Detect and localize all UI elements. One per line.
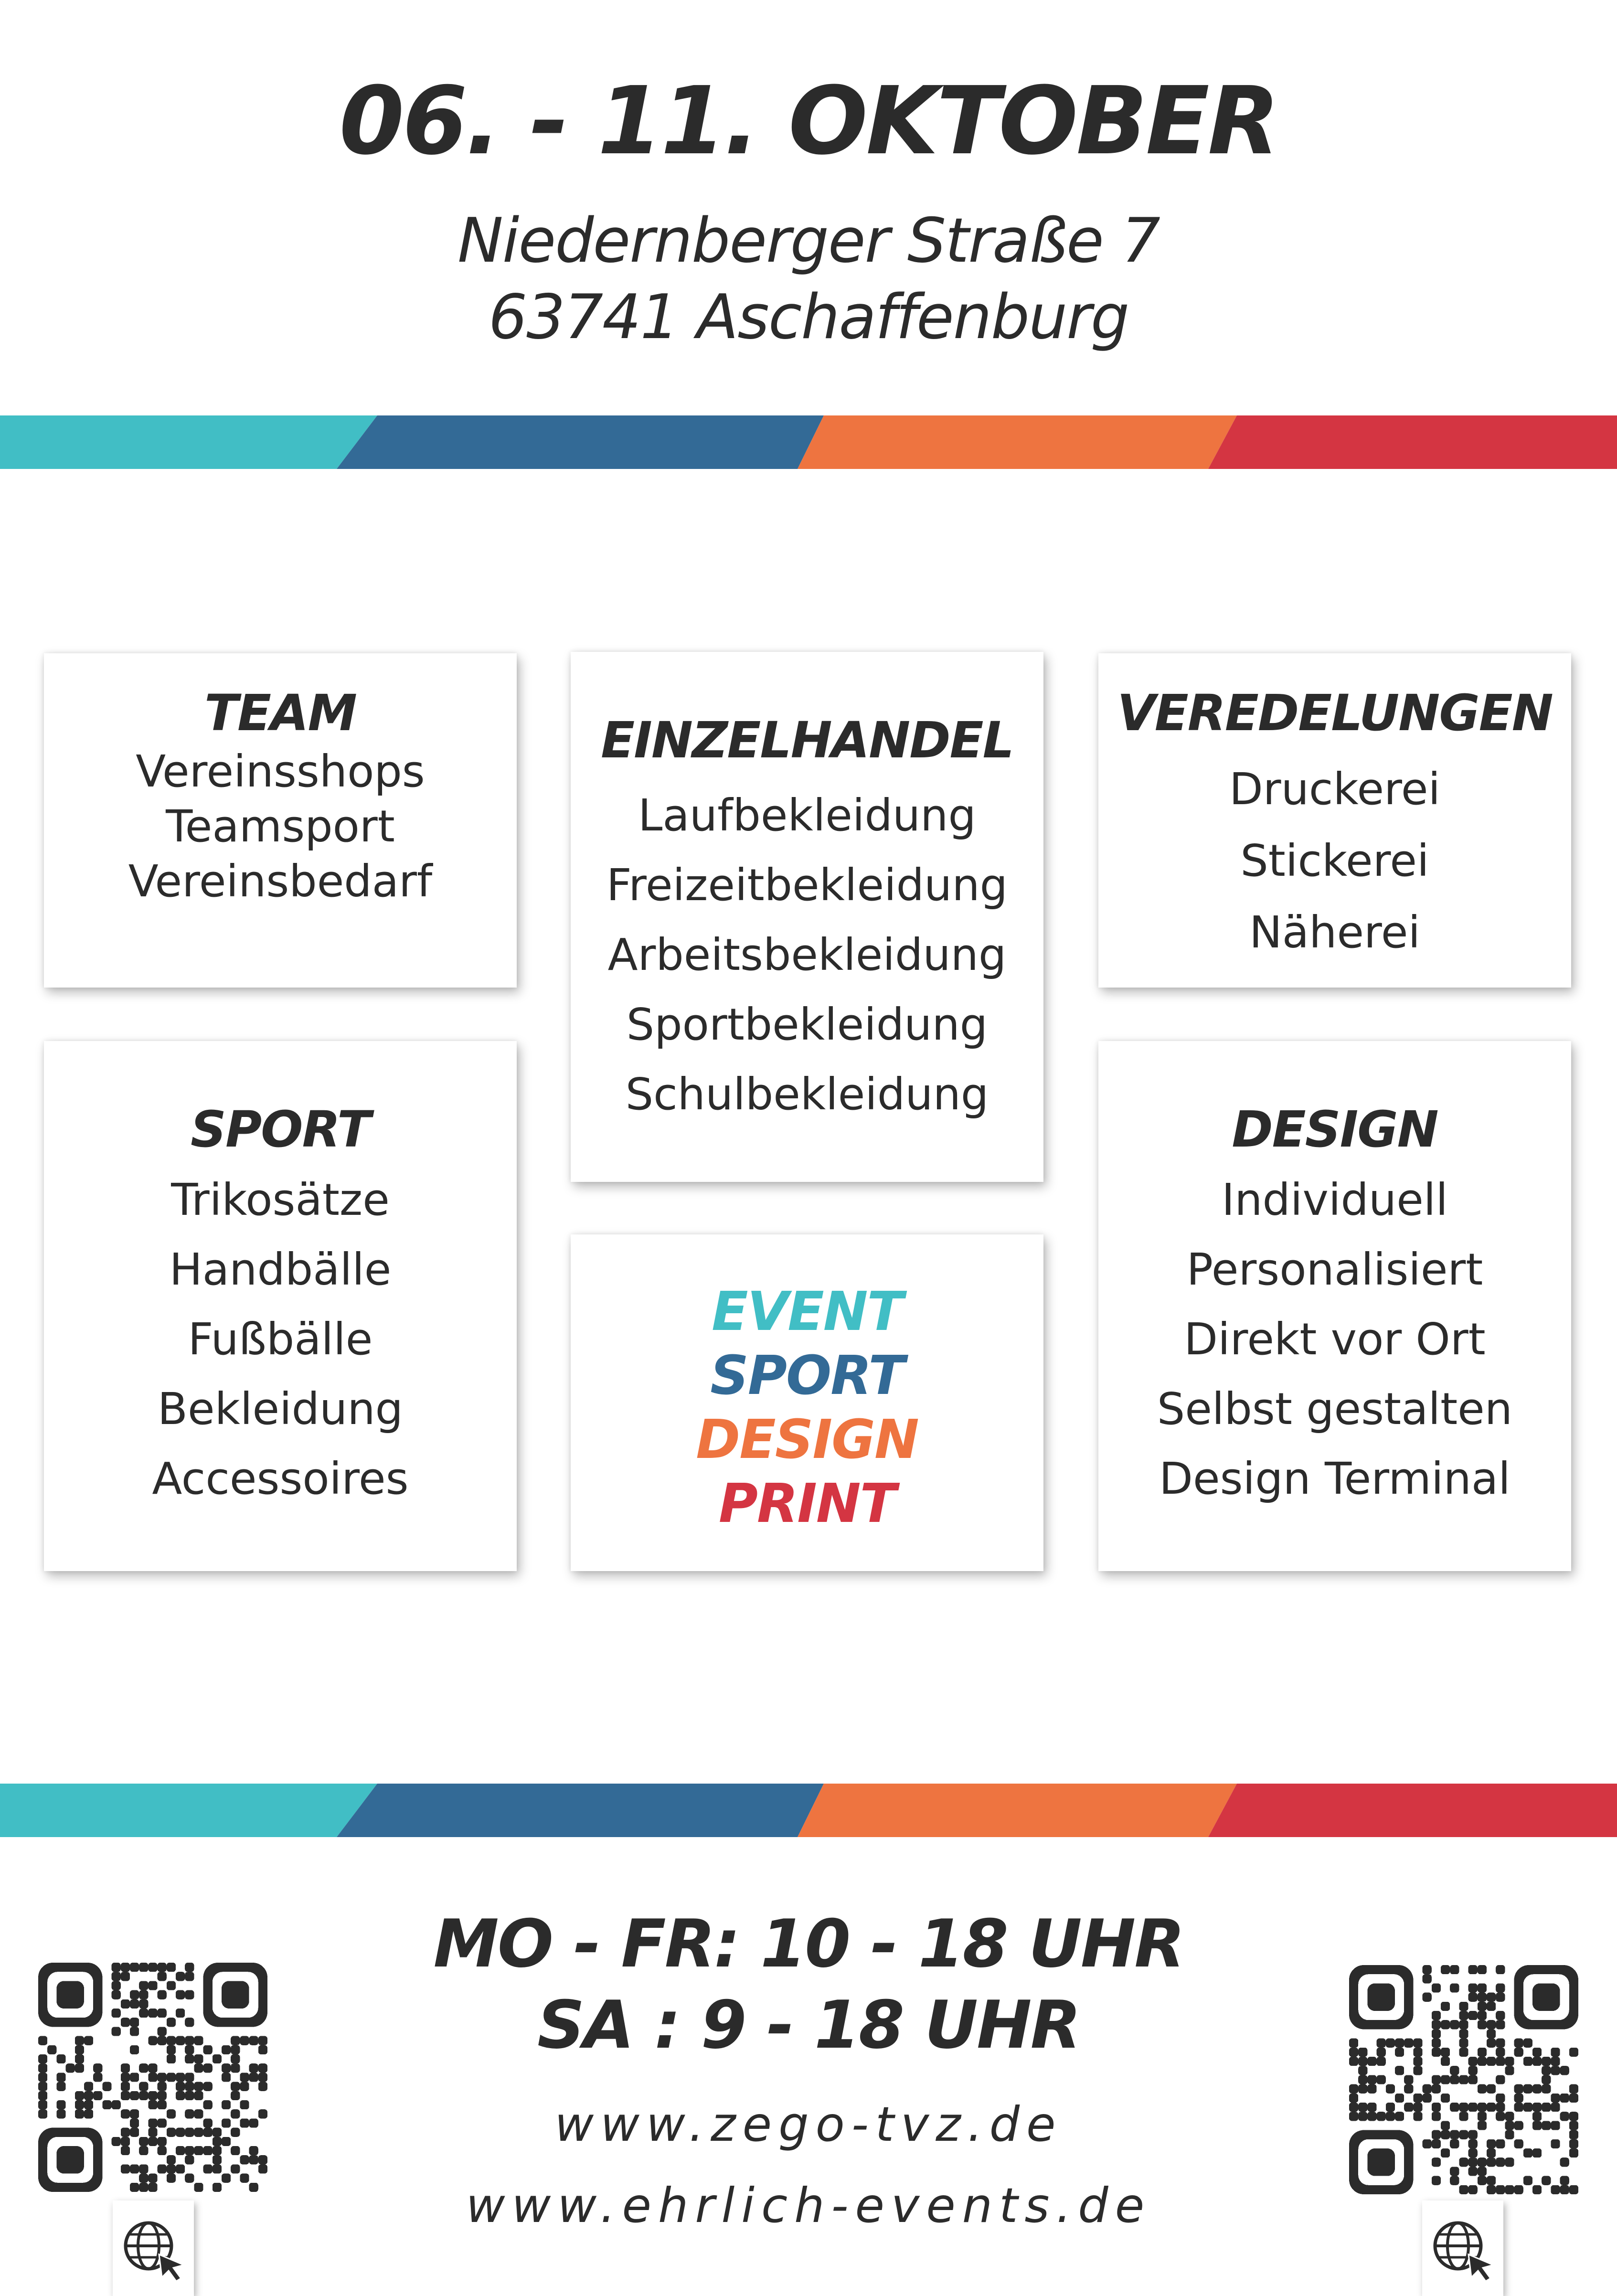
card-item: Teamsport (166, 801, 395, 852)
card-item: Design Terminal (1159, 1453, 1511, 1504)
address-city: 63741 Aschaffenburg (488, 282, 1129, 353)
brand-word-design: DESIGN (696, 1409, 918, 1471)
qr-code-icon[interactable] (1349, 1965, 1578, 2194)
card-item: Sportbekleidung (626, 999, 988, 1050)
card-item: Laufbekleidung (638, 790, 976, 841)
card-item: Vereinsbedarf (128, 856, 433, 907)
globe-cursor-icon[interactable] (113, 2200, 194, 2296)
website-link-ehrlich[interactable]: www.ehrlich-events.de (466, 2178, 1151, 2233)
color-stripe-top (0, 415, 1617, 469)
brand-word-event: EVENT (712, 1281, 903, 1343)
card-heading-team: TEAM (204, 684, 356, 742)
card-veredelungen (1098, 653, 1571, 988)
card-heading-einzelhandel: EINZELHANDEL (601, 711, 1013, 769)
card-item: Näherei (1249, 907, 1421, 958)
brand-word-print: PRINT (718, 1473, 896, 1535)
card-item: Handbälle (169, 1244, 392, 1295)
globe-cursor-icon[interactable] (1422, 2200, 1503, 2296)
card-item: Bekleidung (157, 1383, 404, 1435)
card-heading-sport: SPORT (191, 1100, 370, 1159)
qr-code-icon[interactable] (38, 1963, 267, 2192)
card-team (44, 653, 517, 988)
card-item: Fußbälle (188, 1314, 373, 1365)
card-heading-veredelungen: VEREDELUNGEN (1117, 684, 1553, 742)
card-item: Stickerei (1240, 835, 1429, 886)
card-item: Accessoires (152, 1453, 409, 1504)
card-item: Trikosätze (171, 1174, 390, 1225)
color-stripe-graphic (0, 1784, 1617, 1837)
card-item: Personalisiert (1186, 1244, 1483, 1295)
card-design (1098, 1041, 1571, 1571)
card-item: Direkt vor Ort (1184, 1314, 1486, 1365)
brand-word-sport: SPORT (710, 1345, 904, 1407)
event-date-title: 06. - 11. OKTOBER (339, 67, 1278, 176)
card-item: Schulbekleidung (625, 1069, 989, 1120)
color-stripe-bottom (0, 1784, 1617, 1837)
address-street: Niedernberger Straße 7 (457, 205, 1160, 276)
card-item: Individuell (1222, 1174, 1448, 1225)
card-item: Vereinsshops (136, 746, 425, 797)
opening-hours-saturday: SA : 9 - 18 UHR (537, 1987, 1080, 2063)
card-einzelhandel (571, 652, 1043, 1182)
card-item: Freizeitbekleidung (606, 860, 1008, 911)
color-stripe-graphic (0, 415, 1617, 469)
website-link-zego[interactable]: www.zego-tvz.de (554, 2096, 1063, 2152)
opening-hours-weekdays: MO - FR: 10 - 18 UHR (433, 1905, 1184, 1982)
card-heading-design: DESIGN (1232, 1100, 1438, 1159)
card-item: Selbst gestalten (1157, 1383, 1513, 1435)
card-sport (44, 1041, 517, 1571)
card-item: Arbeitsbekleidung (607, 929, 1007, 980)
card-brand-claim (571, 1234, 1043, 1571)
card-item: Druckerei (1229, 764, 1441, 815)
